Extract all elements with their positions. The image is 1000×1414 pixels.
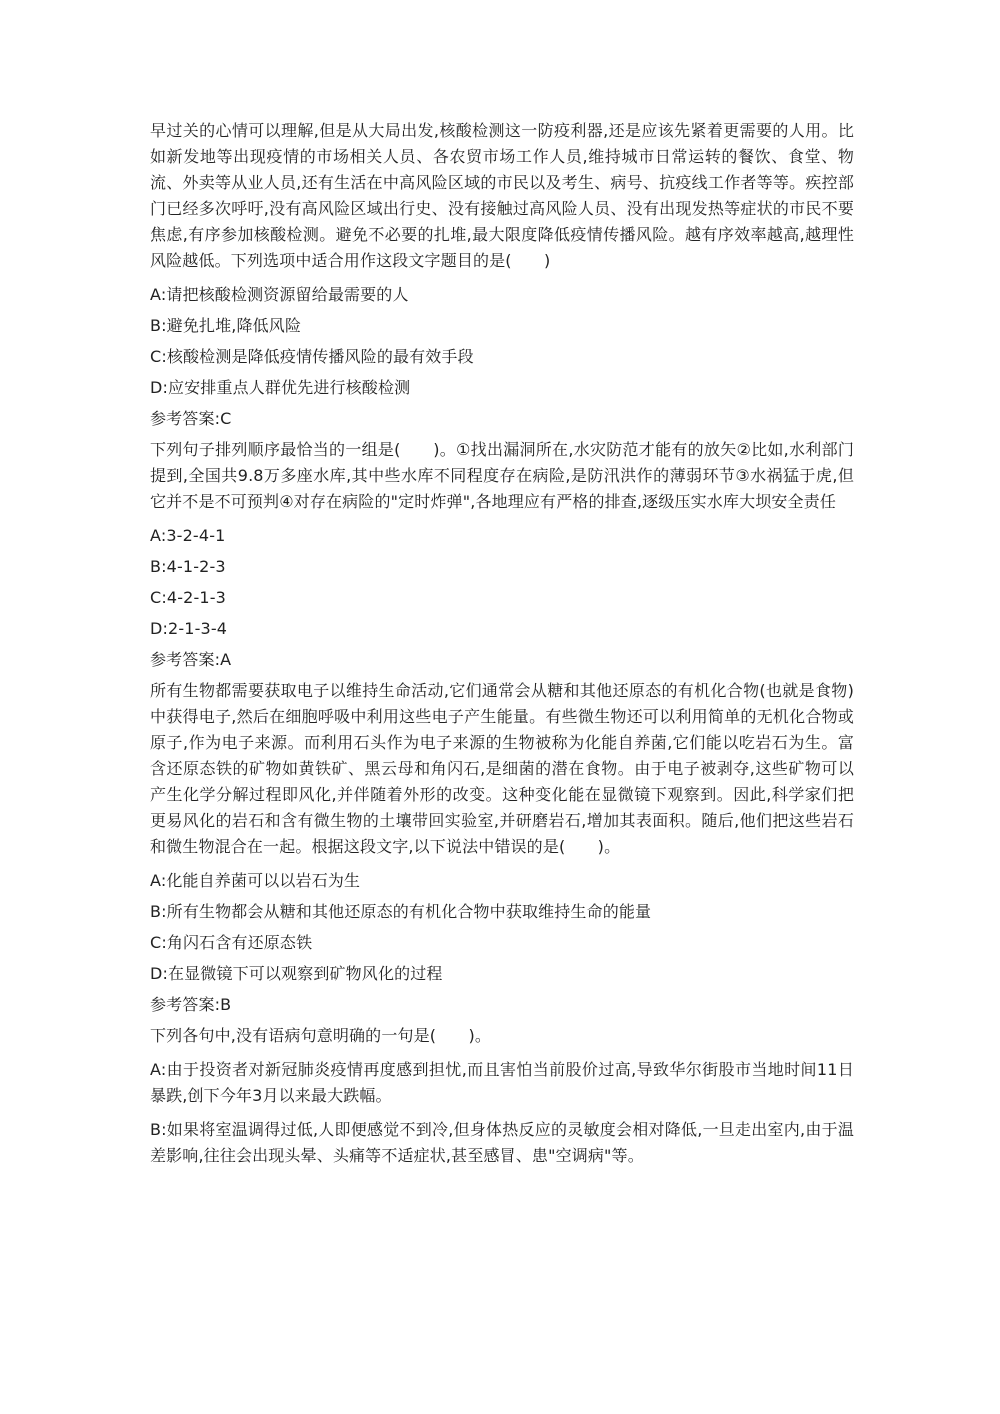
reference-answer: 参考答案:C [150,409,232,428]
option-b: B:如果将室温调得过低,人即便感觉不到冷,但身体热反应的灵敏度会相对降低,一旦走出室内,由于温差影响,往往会出现头晕、头痛等不适症状,甚至感冒、患"空调病"等。 [150,1120,854,1165]
question-stem: 早过关的心情可以理解,但是从大局出发,核酸检测这一防疫利器,还是应该先紧着更需要的人用。比如新发地等出现疫情的市场相关人员、各农贸市场工作人员,维持城市日常运转的餐饮、食堂、物流、外卖等从业人员,还有生活在中高风险区域的市民以及考生、病号、抗疫线工作者等等。疾控部门已经多次呼吁,没有高风险区域出行史、没有接触过高风险人员、没有出现发热等症状的市民不要焦虑,有序参加核酸检测。避免不必要的扎堆,最大限度降低疫情传播风险。越有序效率越高,越理性风险越低。下列选项中适合用作这段文字题目的是( ) [150,121,854,270]
question-1 [150,118,854,432]
question-2 [150,437,854,673]
reference-answer: 参考答案:A [150,650,232,669]
option-a: A:由于投资者对新冠肺炎疫情再度感到担忧,而且害怕当前股价过高,导致华尔街股市当地时间11日暴跌,创下今年3月以来最大跌幅。 [150,1060,854,1105]
document-page [150,118,854,1177]
option-a: A:3-2-4-1 [150,526,226,545]
option-c: C:核酸检测是降低疫情传播风险的最有效手段 [150,347,474,366]
option-a: A:化能自养菌可以以岩石为生 [150,871,361,890]
option-b: B:所有生物都会从糖和其他还原态的有机化合物中获取维持生命的能量 [150,902,652,921]
reference-answer: 参考答案:B [150,995,232,1014]
option-d: D:在显微镜下可以观察到矿物风化的过程 [150,964,443,983]
option-b: B:避免扎堆,降低风险 [150,316,302,335]
option-c: C:角闪石含有还原态铁 [150,933,313,952]
question-stem: 所有生物都需要获取电子以维持生命活动,它们通常会从糖和其他还原态的有机化合物(也就是食物)中获得电子,然后在细胞呼吸中利用这些电子产生能量。有些微生物还可以利用简单的无机化合物或原子,作为电子来源。而利用石头作为电子来源的生物被称为化能自养菌,它们能以吃岩石为生。富含还原态铁的矿物如黄铁矿、黑云母和角闪石,是细菌的潜在食物。由于电子被剥夺,这些矿物可以产生化学分解过程即风化,并伴随着外形的改变。这种变化能在显微镜下观察到。因此,科学家们把更易风化的岩石和含有微生物的土壤带回实验室,并研磨岩石,增加其表面积。随后,他们把这些岩石和微生物混合在一起。根据这段文字,以下说法中错误的是( )。 [150,681,854,856]
question-stem: 下列各句中,没有语病句意明确的一句是( )。 [150,1026,492,1045]
option-d: D:应安排重点人群优先进行核酸检测 [150,378,411,397]
option-d: D:2-1-3-4 [150,619,228,638]
question-stem: 下列句子排列顺序最恰当的一组是( )。①找出漏洞所在,水灾防范才能有的放矢②比如,水利部门提到,全国共9.8万多座水库,其中些水库不同程度存在病险,是防汛洪作的薄弱环节③水祸猛于虎,但它并不是不可预判④对存在病险的"定时炸弹",各地理应有严格的排查,逐级压实水库大坝安全责任 [150,440,854,511]
option-c: C:4-2-1-3 [150,588,226,607]
option-a: A:请把核酸检测资源留给最需要的人 [150,285,409,304]
option-b: B:4-1-2-3 [150,557,226,576]
question-4 [150,1023,854,1169]
question-3 [150,678,854,1018]
